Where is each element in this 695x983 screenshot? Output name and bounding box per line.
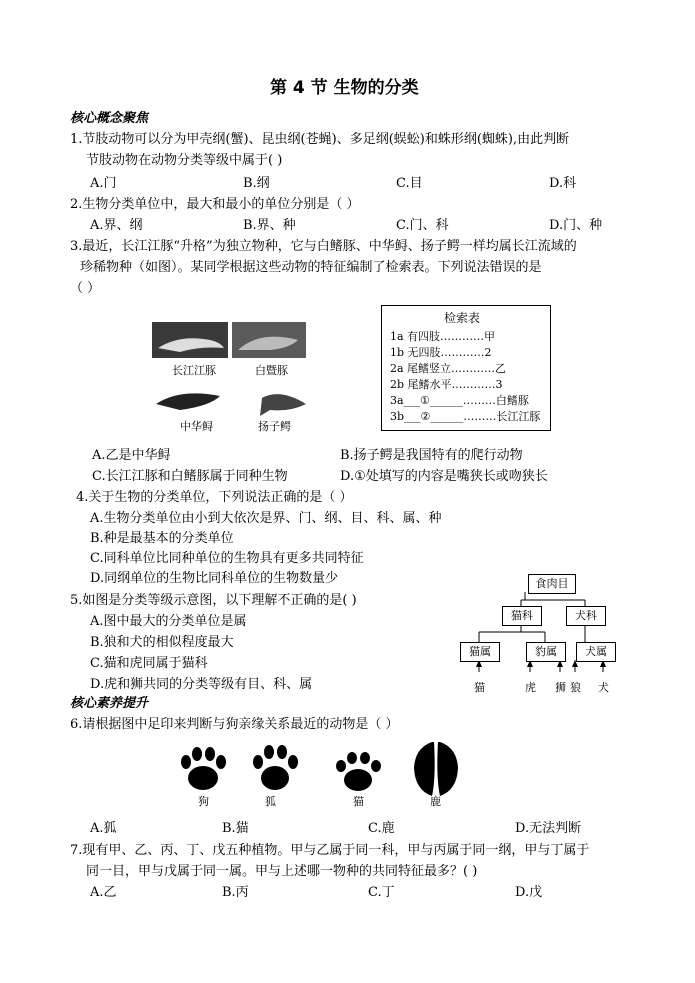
key-row-1a: 1a 有四肢…………甲 — [390, 330, 496, 343]
q6-option-b[interactable]: B.猫 — [222, 821, 249, 836]
q1-line1: 1.节肢动物可以分为甲壳纲(蟹)、昆虫纲(苍蝇)、多足纲(蜈蚣)和蛛形纲(蜘蛛),由此判断 — [70, 132, 570, 147]
q2-option-c[interactable]: C.门、科 — [396, 218, 449, 233]
q7-option-a[interactable]: A.乙 — [90, 885, 117, 900]
q6-line1: 6.请根据图中足印来判断与狗亲缘关系最近的动物是（ ） — [70, 717, 399, 732]
q7-option-b[interactable]: B.丙 — [222, 885, 249, 900]
section-core-literacy: 核心素养提升 — [70, 696, 149, 711]
animal-label-alligator: 扬子鳄 — [258, 420, 291, 433]
q1-option-b[interactable]: B.纲 — [243, 176, 270, 191]
chinese-alligator-image — [260, 394, 306, 416]
q7-option-c[interactable]: C.丁 — [368, 885, 395, 900]
key-row-2a: 2a 尾鳍竖立…………乙 — [390, 362, 507, 375]
page-title: 第 4 节 生物的分类 — [270, 78, 419, 98]
q6-option-d[interactable]: D.无法判断 — [515, 821, 582, 836]
q4-option-d[interactable]: D.同纲单位的生物比同科单位的生物数量少 — [90, 571, 339, 586]
diagram-genus-canis: 犬属 — [576, 642, 616, 662]
print-label-fox: 狐 — [265, 795, 276, 808]
identification-key-box — [381, 305, 551, 431]
q1-option-d[interactable]: D.科 — [549, 176, 577, 191]
q3-option-a[interactable]: A.乙是中华鲟 — [92, 448, 171, 463]
dog-print-icon — [181, 747, 226, 790]
cat-print-icon — [336, 752, 381, 791]
animal-label-yangtze-porpoise: 长江江豚 — [172, 364, 216, 377]
fox-print-icon — [253, 745, 298, 790]
q5-option-a[interactable]: A.图中最大的分类单位是属 — [90, 614, 247, 629]
q6-option-a[interactable]: A.狐 — [90, 821, 117, 836]
key-row-2b: 2b 尾鳍水平…………3 — [390, 378, 503, 391]
diagram-genus-felis: 猫属 — [460, 642, 500, 662]
q1-option-a[interactable]: A.门 — [90, 176, 117, 191]
diagram-order-carnivora: 食肉目 — [528, 574, 576, 594]
q1-line2: 节肢动物在动物分类等级中属于( ) — [86, 153, 283, 168]
q4-option-a[interactable]: A.生物分类单位由小到大依次是界、门、纲、目、科、属、种 — [90, 511, 442, 526]
q3-line2: 珍稀物种（如图）。某同学根据这些动物的特征编制了检索表。下列说法错误的是 — [80, 260, 542, 275]
q3-option-c[interactable]: C.长江江豚和白鳍豚属于同种生物 — [92, 469, 288, 484]
diagram-family-felidae: 猫科 — [502, 606, 542, 626]
q7-option-d[interactable]: D.戊 — [515, 885, 543, 900]
q2-option-a[interactable]: A.界、纲 — [90, 218, 143, 233]
q7-line2: 同一目，甲与戊属于同一属。甲与上述哪一物种的共同特征最多？( ) — [86, 864, 478, 879]
q3-line1: 3.最近，长江江豚“升格”为独立物种，它与白鳍豚、中华鲟、扬子鳄一样均属长江流域的 — [70, 239, 577, 254]
diagram-species-lion: 狮 — [555, 681, 566, 694]
key-row-3a: 3a___①______………白鳍豚 — [390, 394, 529, 407]
q4-line1: 4.关于生物的分类单位，下列说法正确的是（ ） — [76, 490, 353, 505]
key-row-1b: 1b 无四肢…………2 — [390, 346, 492, 359]
section-core-concept: 核心概念聚焦 — [70, 111, 149, 126]
footprints-figure — [170, 738, 470, 800]
deer-print-icon — [414, 742, 458, 796]
diagram-species-tiger: 虎 — [525, 681, 536, 694]
q7-line1: 7.现有甲、乙、丙、丁、戊五种植物。甲与乙属于同一科，甲与丙属于同一纲，甲与丁属于 — [70, 843, 590, 858]
q5-option-c[interactable]: C.猫和虎同属于猫科 — [90, 656, 208, 671]
print-label-cat: 猫 — [353, 795, 364, 808]
q2-option-b[interactable]: B.界、种 — [243, 218, 296, 233]
q6-option-c[interactable]: C.鹿 — [368, 821, 395, 836]
q1-option-c[interactable]: C.目 — [396, 176, 423, 191]
q3-option-b[interactable]: B.扬子鳄是我国特有的爬行动物 — [340, 448, 523, 463]
diagram-family-canidae: 犬科 — [566, 606, 606, 626]
print-label-dog: 狗 — [198, 795, 209, 808]
print-label-deer: 鹿 — [430, 795, 441, 808]
chinese-sturgeon-image — [156, 393, 220, 410]
diagram-species-dog: 犬 — [598, 681, 609, 694]
diagram-species-wolf: 狼 — [570, 681, 581, 694]
q4-option-c[interactable]: C.同科单位比同种单位的生物具有更多共同特征 — [90, 551, 364, 566]
q3-option-d[interactable]: D.①处填写的内容是嘴狭长或吻狭长 — [340, 469, 548, 484]
q2-option-d[interactable]: D.门、种 — [549, 218, 603, 233]
q5-line1: 5.如图是分类等级示意图，以下理解不正确的是( ) — [70, 593, 357, 608]
animal-label-baiji: 白暨豚 — [255, 364, 288, 377]
key-title: 检索表 — [444, 311, 481, 325]
diagram-species-cat: 猫 — [474, 681, 485, 694]
q5-option-b[interactable]: B.狼和犬的相似程度最大 — [90, 635, 234, 650]
q4-option-b[interactable]: B.种是最基本的分类单位 — [90, 531, 234, 546]
q2-line1: 2.生物分类单位中，最大和最小的单位分别是（ ） — [70, 197, 360, 212]
q3-line3: （ ） — [70, 281, 101, 296]
q5-option-d[interactable]: D.虎和狮共同的分类等级有目、科、属 — [90, 677, 313, 692]
diagram-genus-panthera: 豹属 — [526, 642, 566, 662]
animal-label-sturgeon: 中华鲟 — [180, 420, 213, 433]
key-row-3b: 3b___②______………长江江豚 — [390, 410, 541, 423]
